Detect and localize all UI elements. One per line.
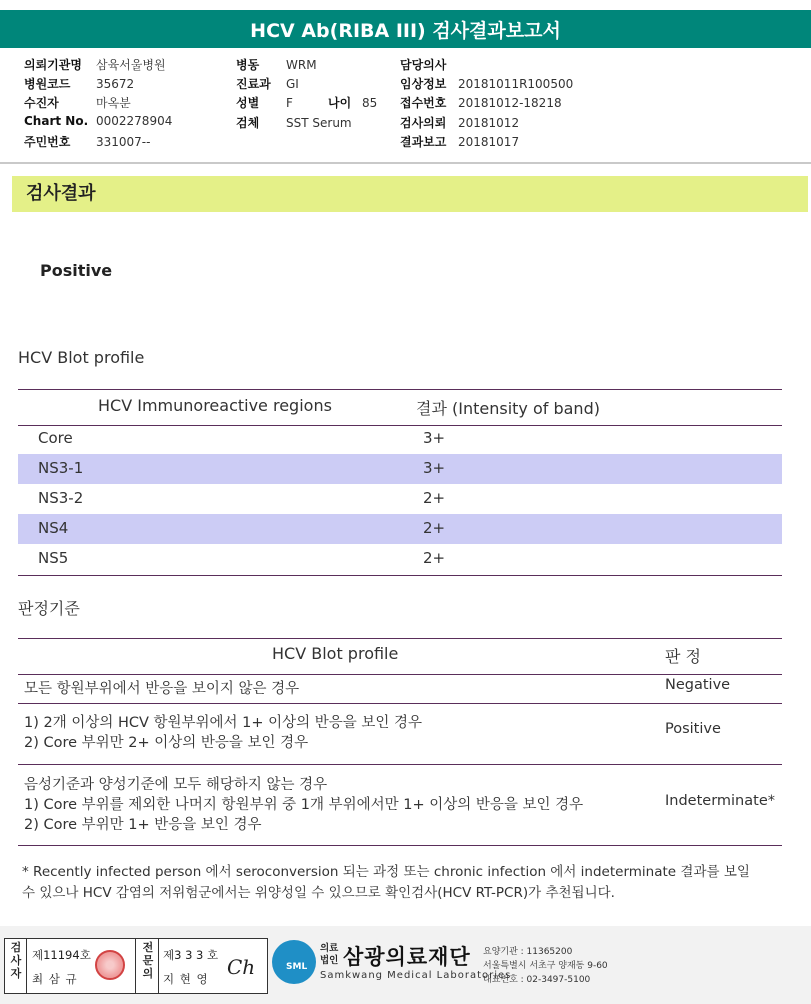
blot-result: 2+ (423, 549, 446, 567)
blot-region: NS3-2 (38, 489, 84, 507)
blot-region: NS3-1 (38, 459, 84, 477)
criteria-indeterminate-verdict: Indeterminate* (665, 793, 775, 809)
info-clinical-info: 임상정보 20181011R100500 (400, 77, 574, 91)
info-age-label: 나이 (328, 96, 352, 110)
info-specimen: 검체 SST Serum (236, 116, 352, 130)
seal-icon (95, 950, 125, 980)
table-row (18, 544, 782, 574)
criteria-positive-verdict: Positive (665, 721, 721, 737)
blot-region: Core (38, 429, 73, 447)
blot-result: 2+ (423, 489, 446, 507)
criteria-table-header (18, 638, 782, 674)
info-request-date: 검사의뢰 20181012 (400, 116, 520, 130)
criteria-indeterminate-text-3: 2) Core 부위만 1+ 반응을 보인 경우 (24, 817, 262, 833)
table-row (18, 454, 782, 484)
report-title: HCV Ab(RIBA III) 검사결과보고서 (0, 10, 811, 48)
table-rule (18, 575, 782, 576)
examiner-license: 제11194호 (32, 948, 91, 962)
table-row (18, 424, 782, 454)
info-age-value: 85 (362, 96, 378, 110)
divider (158, 939, 159, 993)
lab-english-name: Samkwang Medical Laboratories (320, 970, 512, 981)
signature-mark: Ch (227, 955, 256, 979)
criteria-indeterminate-text-1: 음성기준과 양성기준에 모두 해당하지 않는 경우 (24, 777, 328, 793)
info-chart-no: Chart No. 0002278904 (24, 114, 173, 128)
blot-table-header (18, 389, 782, 425)
info-receipt-number: 접수번호 20181012-18218 (400, 96, 562, 110)
table-rule (18, 674, 782, 675)
result-value: Positive (40, 261, 113, 280)
criteria-title: 판정기준 (18, 599, 80, 618)
blot-result: 3+ (423, 459, 446, 477)
info-patient-name: 수진자 마옥분 (24, 96, 131, 110)
info-report-date: 결과보고 20181017 (400, 135, 520, 149)
info-department: 진료과 GI (236, 77, 299, 91)
lab-logo-text: SML (286, 962, 308, 972)
info-resident-number: 주민번호 331007-- (24, 135, 151, 149)
lab-name: 삼광의료재단 (343, 945, 471, 969)
criteria-header-verdict: 판 정 (665, 647, 701, 666)
table-row (18, 484, 782, 514)
criteria-positive-text-1: 1) 2개 이상의 HCV 항원부위에서 1+ 이상의 반응을 보인 경우 (24, 715, 423, 731)
specialist-license: 제3 3 3 호 (163, 948, 219, 962)
blot-profile-title: HCV Blot profile (18, 348, 145, 367)
footnote-line-2: 수 있으나 HCV 감염의 저위험군에서는 위양성일 수 있으므로 확인검사(HCV RT-PCR)가 추천됩니다. (22, 885, 615, 901)
result-section-title: 검사결과 (12, 176, 808, 212)
footnote (22, 862, 792, 904)
criteria-header-profile: HCV Blot profile (272, 644, 399, 663)
lab-info-line: 서울특별시 서초구 양재동 9-60 (483, 961, 608, 971)
blot-header-region: HCV Immunoreactive regions (98, 396, 332, 415)
lab-prefix-2: 법인 (320, 955, 339, 966)
table-rule (18, 703, 782, 704)
blot-result: 2+ (423, 519, 446, 537)
lab-info-line: 대표번호 : 02-3497-5100 (483, 975, 591, 985)
info-doctor: 담당의사 (400, 58, 447, 72)
specialist-name: 지 현 영 (163, 972, 209, 986)
table-rule (18, 764, 782, 765)
blot-region: NS4 (38, 519, 69, 537)
signature-box (4, 938, 268, 994)
divider (135, 939, 136, 993)
specialist-label: 전문의 (142, 941, 154, 980)
table-row (18, 514, 782, 544)
divider (26, 939, 27, 993)
footnote-line-1: * Recently infected person 에서 seroconversion 되는 과정 또는 chronic infection 에서 indeterminate 결과를 보일 (22, 864, 750, 880)
examiner-name: 최 삼 규 (32, 972, 78, 986)
criteria-negative-text: 모든 항원부위에서 반응을 보이지 않은 경우 (24, 681, 300, 697)
criteria-indeterminate-text-2: 1) Core 부위를 제외한 나머지 항원부위 중 1개 부위에서만 1+ 이상의 반응을 보인 경우 (24, 797, 584, 813)
info-ward: 병동 WRM (236, 58, 317, 72)
info-referring-institution: 의뢰기관명 삼육서울병원 (24, 58, 166, 72)
criteria-positive-text-2: 2) Core 부위만 2+ 이상의 반응을 보인 경우 (24, 735, 309, 751)
examiner-label: 검사자 (10, 941, 22, 980)
criteria-negative-verdict: Negative (665, 677, 731, 693)
lab-info-line: 요양기관 : 11365200 (483, 947, 573, 957)
info-hospital-code: 병원코드 35672 (24, 77, 135, 91)
blot-region: NS5 (38, 549, 69, 567)
table-rule (18, 845, 782, 846)
patient-info-header (0, 52, 811, 164)
info-sex: 성별 F 나이 85 (236, 96, 378, 110)
blot-result: 3+ (423, 429, 446, 447)
lab-prefix-1: 의료 (320, 943, 339, 954)
blot-header-result: 결과 (Intensity of band) (416, 399, 600, 418)
